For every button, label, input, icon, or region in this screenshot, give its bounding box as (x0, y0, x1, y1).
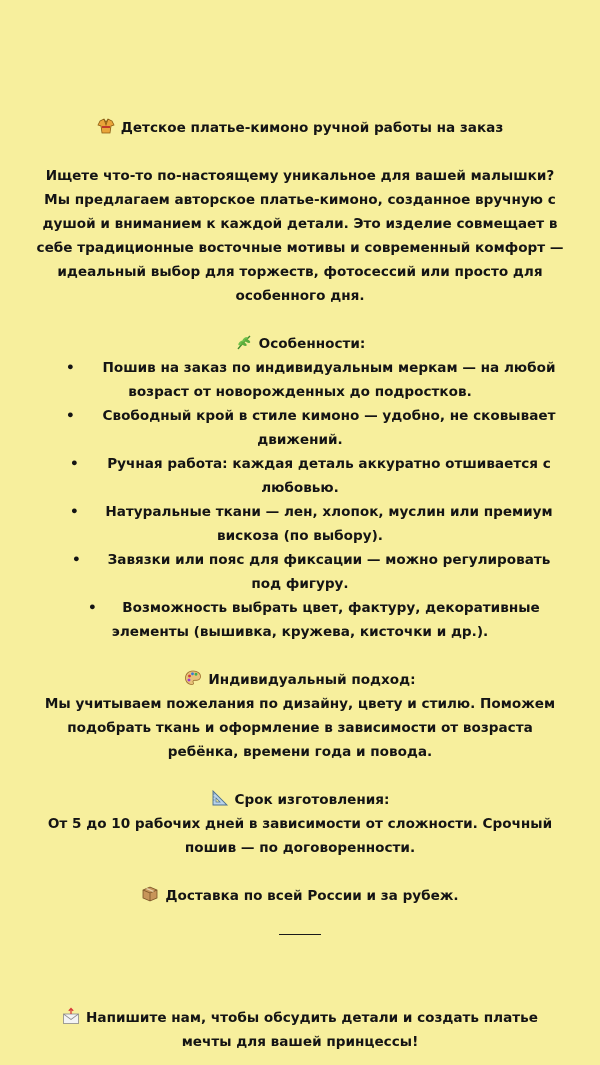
intro-line: особенного дня. (235, 288, 365, 304)
intro-line: Ищете что-то по-настоящему уникальное для вашей малышки? (45, 168, 555, 184)
list-item-line: вискоза (по выбору). (217, 528, 383, 544)
timing-heading (0, 788, 600, 812)
contact-line (0, 1006, 600, 1030)
list-item-line: Пошив на заказ по индивидуальным меркам — на любой (102, 360, 556, 376)
divider (279, 934, 321, 935)
list-item-line: Ручная работа: каждая деталь аккуратно отшивается с (107, 456, 551, 472)
features-heading-text: Особенности: (258, 336, 366, 352)
list-item-line: Натуральные ткани — лен, хлопок, муслин или премиум (105, 504, 553, 520)
list-item-line: Возможность выбрать цвет, фактуру, декоративные (122, 600, 540, 616)
approach-heading (0, 668, 600, 692)
bullet: • (70, 504, 79, 520)
bullet: • (66, 360, 75, 376)
list-item (0, 548, 600, 596)
approach-line: подобрать ткань и оформление в зависимости от возраста (67, 720, 533, 736)
intro-line: себе традиционные восточные мотивы и современный комфорт — (36, 240, 564, 256)
approach-line: Мы учитываем пожелания по дизайну, цвету и стилю. Поможем (44, 696, 556, 712)
list-item-line: Завязки или пояс для фиксации — можно регулировать (107, 552, 551, 568)
approach-line: ребёнка, времени года и повода. (167, 744, 433, 760)
palette-icon (184, 669, 202, 687)
bullet: • (72, 552, 81, 568)
features-heading (0, 332, 600, 356)
list-item (0, 596, 600, 644)
approach-heading-text: Индивидуальный подход: (208, 672, 416, 688)
timing-line: От 5 до 10 рабочих дней в зависимости от сложности. Срочный (47, 816, 553, 832)
post-title (0, 116, 600, 140)
envelope-arrow-icon (62, 1007, 80, 1025)
intro-line: идеальный выбор для торжеств, фотосессий или просто для (57, 264, 543, 280)
list-item (0, 500, 600, 548)
herb-icon (235, 333, 253, 351)
contact-line-2: мечты для вашей принцессы! (181, 1034, 419, 1050)
bullet: • (88, 600, 97, 616)
timing-heading-text: Срок изготовления: (234, 792, 390, 808)
intro-line: Мы предлагаем авторское платье-кимоно, созданное вручную с (44, 192, 556, 208)
features-list (0, 356, 600, 644)
list-item-line: Свободный крой в стиле кимоно — удобно, не сковывает (102, 408, 556, 424)
bullet: • (70, 456, 79, 472)
list-item-line: возраст от новорожденных до подростков. (128, 384, 472, 400)
timing-line: пошив — по договоренности. (184, 840, 416, 856)
list-item-line: под фигуру. (251, 576, 349, 592)
list-item (0, 404, 600, 452)
list-item-line: любовью. (261, 480, 339, 496)
intro-line: душой и вниманием к каждой детали. Это изделие совмещает в (42, 216, 558, 232)
delivery-text: Доставка по всей России и за рубеж. (165, 888, 459, 904)
kimono-icon (97, 117, 115, 135)
list-item (0, 356, 600, 404)
package-icon (141, 885, 159, 903)
list-item-line: движений. (257, 432, 343, 448)
list-item-line: элементы (вышивка, кружева, кисточки и др.). (111, 624, 489, 640)
title-text: Детское платье-кимоно ручной работы на заказ (120, 120, 504, 136)
bullet: • (66, 408, 75, 424)
contact-text: Напишите нам, чтобы обсудить детали и создать платье (86, 1010, 538, 1026)
delivery-line (0, 884, 600, 908)
list-item (0, 452, 600, 500)
ruler-triangle-icon (211, 789, 229, 807)
intro-paragraph (0, 164, 600, 308)
